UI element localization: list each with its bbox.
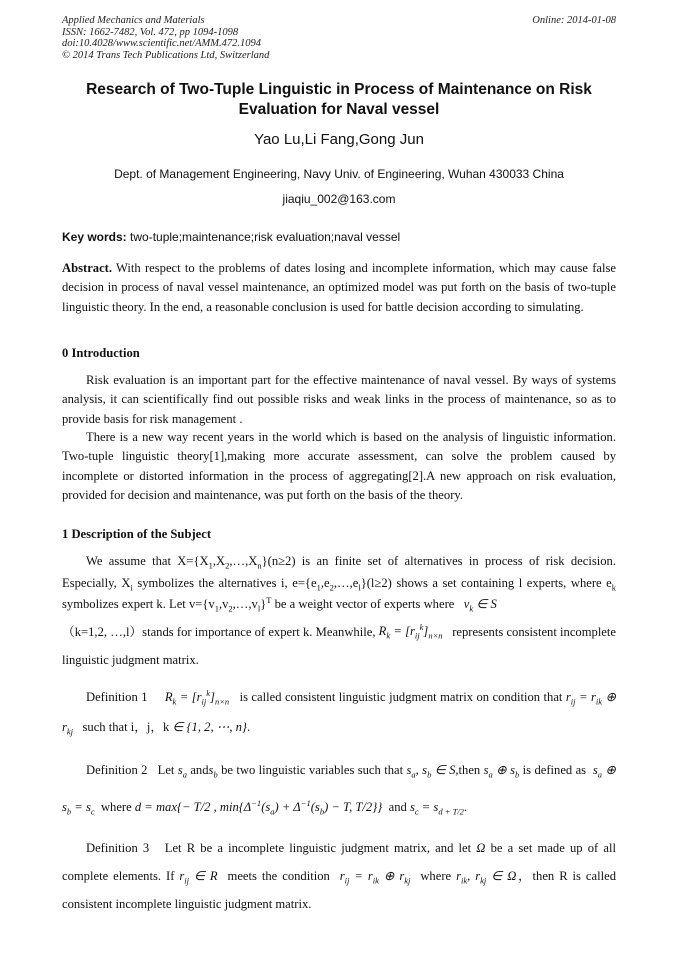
paper-title [62,80,616,119]
definition-1: Definition 1 $R_k = [r_{ij}^k]_{n\times n}$ is called consistent linguistic judgment matrix on condition that $r_{ij} = r_{ik}$ ⊕ $r_{kj}$ such that i，j，k ∈ {1, 2, ⋯, n}. [62,687,617,737]
eq-sb: $s_b$ [208,763,218,780]
online-date: Online: 2014-01-08 [532,15,616,26]
description-paragraph: We assume that $X=\{X_1,X_2,\dots,X_n\}(n\ge 2)$ is an finite set of alternatives in process of risk decision. Especially, $X_i$ symbolizes the alternatives i, $e=\{e_1,e_2,\dots,e_l\}(l\ge 2)$ shows a set containing l experts, where $e_k$ symbolizes expert k. Let $v=\{v_1,v_2,\dots,v_l\}^T$ be a weight vector of experts where $v_k$ ∈ S （k=1,2, …,l）stands for importance of expert k. Meanwhile, $R_k = [r_{ij}^k]_{n\times n}$ represents consistent incomplete linguistic judgment matrix. [62,554,616,667]
definition-3: Definition 3 Let R be a incomplete linguistic judgment matrix, and let Ω be a set made up of all complete elements. If $r_{ij}$ ∈ R meets the condition $r_{ij} = r_{ik}$ ⊕ $r_{kj}$ where $r_{ik}$, $r_{kj}$ ∈ Ω，then R is called consistent incomplete linguistic judgment matrix. [62,841,616,911]
intro-paragraph-1: Risk evaluation is an important part for the effective maintenance of naval vessel. By ways of systems analysis, it can scientifically find out possible risks and weak links in the process of maintenance, so as to provide basis for risk management . [62,373,616,426]
doi-line: doi:10.4028/www.scientific.net/AMM.472.1094 [62,38,261,49]
eq-rij-in-r: $r_{ij}$ ∈ R [179,869,223,886]
eq-sa: $s_a$ [177,763,187,780]
title-line-1: Research of Two-Tuple Linguistic in Process of Maintenance on Risk [86,81,592,98]
author-list: Yao Lu,Li Fang,Gong Jun [254,131,424,148]
eq-def1-matrix: $R_k = [r_{ij}^k]_{n\times n}$ [147,687,230,707]
eq-def1-index-set: ∈ {1, 2, ⋯, n} [169,720,247,734]
abstract-label: Abstract. [62,261,113,275]
eq-omega: Ω [476,841,486,855]
issn-line: ISSN: 1662-7482, Vol. 472, pp 1094-1098 [62,26,239,38]
section-heading-introduction: 0 Introduction [62,346,140,360]
running-header [62,15,616,61]
eq-d-definition: d = max{− T/2 , $\min\{\Delta^{-1}(s_a) + \Delta^{-1}(s_b) - T$, T/2}} [134,797,386,817]
keywords-text: two-tuple;maintenance;risk evaluation;naval vessel [126,230,401,244]
abstract-text: With respect to the problems of dates losing and incomplete information, which may cause false decision in process of naval vessel maintenance, an optimized model was put forth on the basis of two-tuple linguistic theory. In the end, a reasonable conclusion is used for battle decision according to simulating. [62,261,616,314]
journal-name: Applied Mechanics and Materials [62,15,205,26]
abstract [62,259,616,317]
author-email: jiaqiu_002@163.com [282,192,396,206]
title-line-2: Evaluation for Naval vessel [238,100,440,118]
eq-def1-condition: $r_{ij} = r_{ik}$ ⊕ $r_{kj}$ [62,690,617,737]
eq-sa-plus-sb: $s_a$ ⊕ $s_b$ [483,763,520,780]
eq-sc-definition: $s_c = s_{d + T/2}$ [409,800,464,817]
affiliation: Dept. of Management Engineering, Navy Univ. of Engineering, Wuhan 430033 China [114,167,564,181]
keywords-label: Key words: [62,230,127,244]
section-heading-description: 1 Description of the Subject [62,527,212,541]
eq-rk-matrix: $R_k = [r_{ij}^k]_{n\times n}$ [375,622,443,641]
keywords [62,230,616,244]
definition-2: Definition 2 Let $s_a$ ands$_b$ be two linguistic variables such that $s_a$, $s_b$ ∈ S,then $s_a$ ⊕ $s_b$ is defined as $s_a$ ⊕ $s_b = s_c$ where d = max{− T/2 , $\min\{\Delta^{-1}(s_a) + \Delta^{-1}(s_b) - T$, T/2}} and $s_c = s_{d + T/2}$. [62,763,616,817]
eq-sa-plus-sb-eq-sc: $s_a$ ⊕ $s_b = s_c$ [62,763,616,817]
eq-v-in-s: $v_k$ ∈ S [457,597,497,614]
copyright-line: © 2014 Trans Tech Publications Ltd, Switzerland [62,49,270,61]
intro-paragraph-2: There is a new way recent years in the world which is based on the analysis of linguistic information. Two-tuple linguistic theory[1],making more accurate assessment, can solve the problem caused by incomplete or distorted information in the process of aggregating[2].A new approach on risk evaluation, provided for decision and maintenance, was put forth on the basis of the theory. [62,430,616,502]
eq-sa-sb-in-s: $s_a$, $s_b$ ∈ S [406,763,456,780]
eq-def3-condition: $r_{ij} = r_{ik}$ ⊕ $r_{kj}$ [334,869,411,886]
eq-rik-rkj-in-omega: $r_{ik}$, $r_{kj}$ ∈ Ω [456,869,517,886]
